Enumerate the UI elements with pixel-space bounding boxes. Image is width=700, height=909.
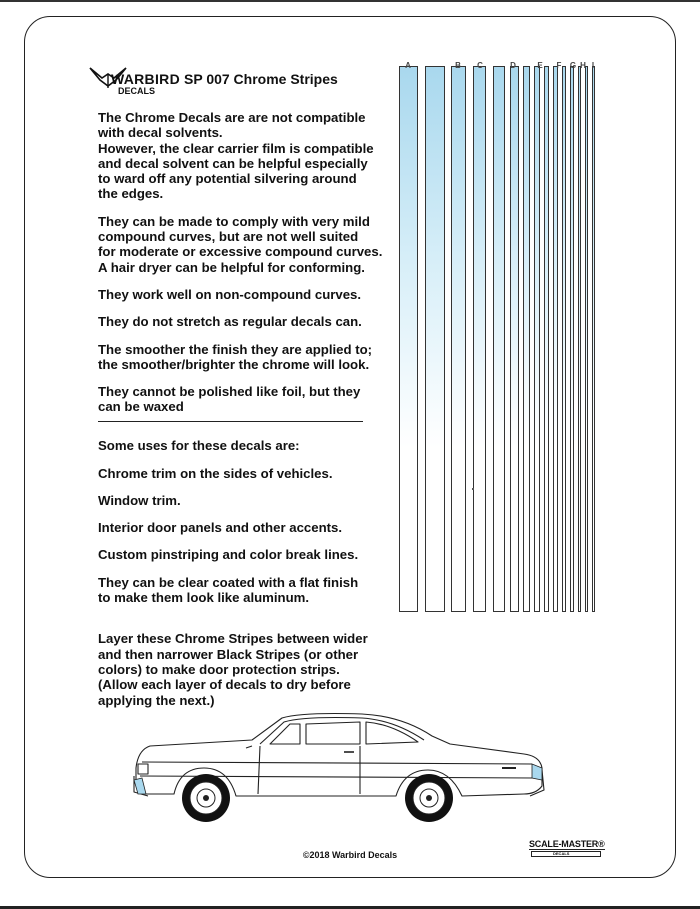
warbird-logo xyxy=(88,64,180,98)
uses-heading: Some uses for these decals are: xyxy=(98,438,300,454)
stripe-f xyxy=(510,66,519,612)
stripe-l xyxy=(570,66,574,612)
stripe-c xyxy=(451,66,466,612)
use-item: They can be clear coated with a flat finish to make them look like aluminum. xyxy=(98,574,359,606)
use-item: Chrome trim on the sides of vehicles. xyxy=(98,465,333,481)
stripe-g xyxy=(523,66,530,612)
stripe-o xyxy=(592,66,595,612)
stripe-m xyxy=(578,66,581,612)
stripe-h xyxy=(534,66,540,612)
stripe-label: E xyxy=(537,61,543,70)
instruction-paragraph: The smoother the finish they are applied to; the smoother/brighter the chrome will look. xyxy=(98,341,373,372)
chrome-stripe-set xyxy=(397,62,601,614)
front-wheel xyxy=(182,774,230,822)
copyright-text: ©2018 Warbird Decals xyxy=(302,850,398,860)
logo-sub-text: DECALS xyxy=(118,86,156,96)
use-item: Window trim. xyxy=(98,492,181,508)
registration-dot xyxy=(472,488,474,490)
stripe-label: B xyxy=(455,61,461,70)
instruction-paragraph: They do not stretch as regular decals can. xyxy=(98,314,362,330)
instruction-paragraph: The Chrome Decals are are not compatible with decal solvents. However, the clear carrier film is compatible and decal solvent can be helpful especially to ward off any potential silvering around the edges. xyxy=(98,110,374,202)
use-item: Interior door panels and other accents. xyxy=(98,520,343,536)
stripe-label: G xyxy=(569,61,577,70)
scale-master-logo xyxy=(529,839,611,861)
stripe-k xyxy=(562,66,566,612)
stripe-i xyxy=(544,66,549,612)
instruction-paragraph: They work well on non-compound curves. xyxy=(98,286,362,302)
stripe-label: I xyxy=(591,61,595,70)
stripe-n xyxy=(585,66,588,612)
sheet-title: SP 007 Chrome Stripes xyxy=(184,71,338,87)
logo-main-text: WARBIRD xyxy=(111,71,180,87)
scale-master-text: SCALE-MASTER® xyxy=(529,839,605,849)
car-illustration xyxy=(132,706,546,824)
stripe-label: H xyxy=(580,61,586,70)
stripe-d xyxy=(473,66,486,612)
rear-wheel xyxy=(405,774,453,822)
stripe-e xyxy=(493,66,505,612)
stripe-b xyxy=(425,66,445,612)
stripe-label: C xyxy=(477,61,483,70)
stripe-label: A xyxy=(405,61,411,70)
stripe-a xyxy=(399,66,418,612)
instruction-paragraph: They cannot be polished like foil, but they can be waxed xyxy=(98,384,361,415)
stripe-label: F xyxy=(556,61,562,70)
layer-note: Layer these Chrome Stripes between wider and then narrower Black Stripes (or other colors) to make door protection strips. (Allow each layer of decals to dry before applying the next.) xyxy=(98,631,368,708)
stripe-j xyxy=(553,66,558,612)
scale-master-sub: DECALS xyxy=(553,851,570,856)
instruction-paragraph: They can be made to comply with very mild compound curves, but are not well suited for moderate or excessive compound curves. A hair dryer can be helpful for conforming. xyxy=(98,213,383,275)
section-divider xyxy=(98,421,363,423)
use-item: Custom pinstriping and color break lines. xyxy=(98,547,359,563)
top-edge-line xyxy=(0,0,700,2)
instructions-block xyxy=(98,110,408,720)
stripe-label: D xyxy=(510,61,516,70)
